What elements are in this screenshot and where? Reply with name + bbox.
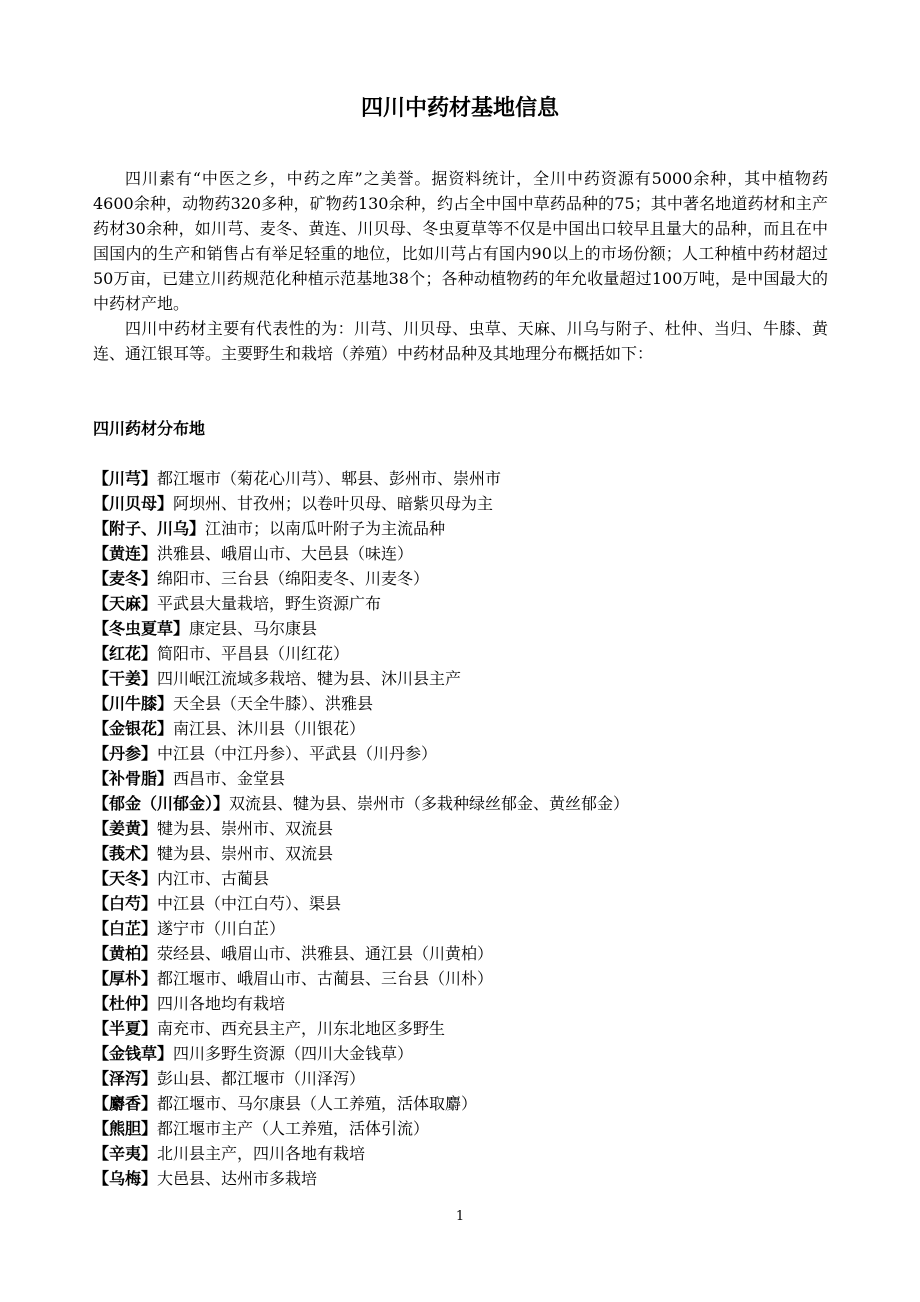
herb-list-item [93,466,833,491]
herb-regions: 西昌市、金堂县 [173,769,286,788]
herb-list-item [93,816,833,841]
herb-regions: 绵阳市、三台县（绵阳麦冬、川麦冬） [157,569,430,588]
herb-name: 【白芍】 [93,894,158,913]
summary-paragraph: 四川中药材主要有代表性的为：川芎、川贝母、虫草、天麻、川乌与附子、杜仲、当归、牛膝、黄连、通江银耳等。主要野生和栽培（养殖）中药材品种及其地理分布概括如下： [93,319,828,363]
herb-list-item [93,866,833,891]
herb-regions: 犍为县、崇州市、双流县 [157,819,334,838]
herb-regions: 四川各地均有栽培 [157,994,286,1013]
herb-name: 【麝香】 [93,1094,158,1113]
herb-name: 【补骨脂】 [93,769,174,788]
herb-name: 【泽泻】 [93,1069,158,1088]
herb-name: 【辛夷】 [93,1144,158,1163]
herb-regions: 犍为县、崇州市、双流县 [157,844,334,863]
herb-name: 【川牛膝】 [93,694,174,713]
herb-list-item [93,516,833,541]
herb-regions: 四川多野生资源（四川大金钱草） [173,1044,414,1063]
herb-regions: 都江堰市、峨眉山市、古蔺县、三台县（川朴） [157,969,494,988]
herb-regions: 北川县主产，四川各地有栽培 [157,1144,366,1163]
herb-regions: 中江县（中江丹参）、平武县（川丹参） [157,744,438,763]
herb-regions: 平武县大量栽培，野生资源广布 [157,594,382,613]
herb-regions: 江油市；以南瓜叶附子为主流品种 [205,519,446,538]
herb-list-item [93,991,833,1016]
herb-list-item [93,766,833,791]
herb-name: 【黄柏】 [93,944,158,963]
herb-regions: 彭山县、都江堰市（川泽泻） [157,1069,366,1088]
herb-regions: 阿坝州、甘孜州；以卷叶贝母、暗紫贝母为主 [173,494,494,513]
herb-regions: 都江堰市（菊花心川芎）、郫县、彭州市、崇州市 [157,469,502,488]
herb-regions: 双流县、犍为县、崇州市（多栽种绿丝郁金、黄丝郁金） [229,794,630,813]
herb-list-item [93,1091,833,1116]
herb-name: 【杜仲】 [93,994,158,1013]
herb-name: 【金银花】 [93,719,174,738]
herb-list-item [93,1016,833,1041]
herb-distribution-list [93,466,833,1191]
intro-paragraph: 四川素有“中医之乡，中药之库”之美誉。据资料统计，全川中药资源有5000余种，其中植物药4600余种，动物药320多种，矿物药130余种，约占全中国中草药品种的75；其中著名地道药材和主产药材30余种，如川芎、麦冬、黄连、川贝母、冬虫夏草等不仅是中国出口较早且量大的品种，而且在中国国内的生产和销售占有举足轻重的地位，比如川芎占有国内90以上的市场份额；人工种植中药材超过50万亩，已建立川药规范化种植示范基地38个；各种动植物药的年允收量超过100万吨，是中国最大的中药材产地。 [93,169,828,313]
herb-list-item [93,1066,833,1091]
herb-regions: 荥经县、峨眉山市、洪雅县、通江县（川黄柏） [157,944,494,963]
herb-name: 【乌梅】 [93,1169,158,1188]
herb-list-item [93,641,833,666]
herb-list-item [93,1116,833,1141]
herb-name: 【熊胆】 [93,1119,158,1138]
herb-regions: 南江县、沐川县（川银花） [173,719,366,738]
herb-regions: 遂宁市（川白芷） [157,919,286,938]
herb-name: 【冬虫夏草】 [93,619,190,638]
herb-name: 【莪术】 [93,844,158,863]
herb-list-item [93,591,833,616]
herb-name: 【白芷】 [93,919,158,938]
page-number: 1 [455,1209,465,1224]
herb-name: 【黄连】 [93,544,158,563]
herb-list-item [93,1141,833,1166]
herb-list-item [93,891,833,916]
herb-regions: 内江市、古蔺县 [157,869,270,888]
herb-name: 【红花】 [93,644,158,663]
herb-list-item [93,941,833,966]
herb-name: 【川芎】 [93,469,158,488]
herb-name: 【天麻】 [93,594,158,613]
herb-list-item [93,491,833,516]
herb-list-item [93,741,833,766]
herb-list-item [93,566,833,591]
herb-list-item [93,616,833,641]
herb-regions: 都江堰市主产（人工养殖，活体引流） [157,1119,430,1138]
herb-regions: 中江县（中江白芍）、渠县 [157,894,342,913]
herb-regions: 南充市、西充县主产，川东北地区多野生 [157,1019,446,1038]
herb-name: 【麦冬】 [93,569,158,588]
herb-name: 【川贝母】 [93,494,174,513]
herb-regions: 洪雅县、峨眉山市、大邑县（味连） [157,544,414,563]
herb-list-item [93,1041,833,1066]
herb-regions: 大邑县、达州市多栽培 [157,1169,318,1188]
herb-name: 【半夏】 [93,1019,158,1038]
herb-name: 【郁金（川郁金）】 [93,794,230,813]
section-heading: 四川药材分布地 [93,419,206,438]
herb-name: 【姜黄】 [93,819,158,838]
herb-list-item [93,1166,833,1191]
herb-regions: 四川岷江流域多栽培、犍为县、沐川县主产 [157,669,462,688]
herb-name: 【干姜】 [93,669,158,688]
document-title: 四川中药材基地信息 [360,96,559,121]
herb-name: 【金钱草】 [93,1044,174,1063]
herb-name: 【丹参】 [93,744,158,763]
herb-list-item [93,916,833,941]
herb-list-item [93,541,833,566]
herb-name: 【天冬】 [93,869,158,888]
herb-regions: 简阳市、平昌县（川红花） [157,644,350,663]
herb-list-item [93,841,833,866]
herb-list-item [93,791,833,816]
herb-list-item [93,716,833,741]
herb-regions: 天全县（天全牛膝）、洪雅县 [173,694,374,713]
herb-list-item [93,691,833,716]
herb-name: 【附子、川乌】 [93,519,206,538]
herb-regions: 都江堰市、马尔康县（人工养殖，活体取麝） [157,1094,478,1113]
herb-regions: 康定县、马尔康县 [189,619,318,638]
herb-name: 【厚朴】 [93,969,158,988]
herb-list-item [93,666,833,691]
herb-list-item [93,966,833,991]
